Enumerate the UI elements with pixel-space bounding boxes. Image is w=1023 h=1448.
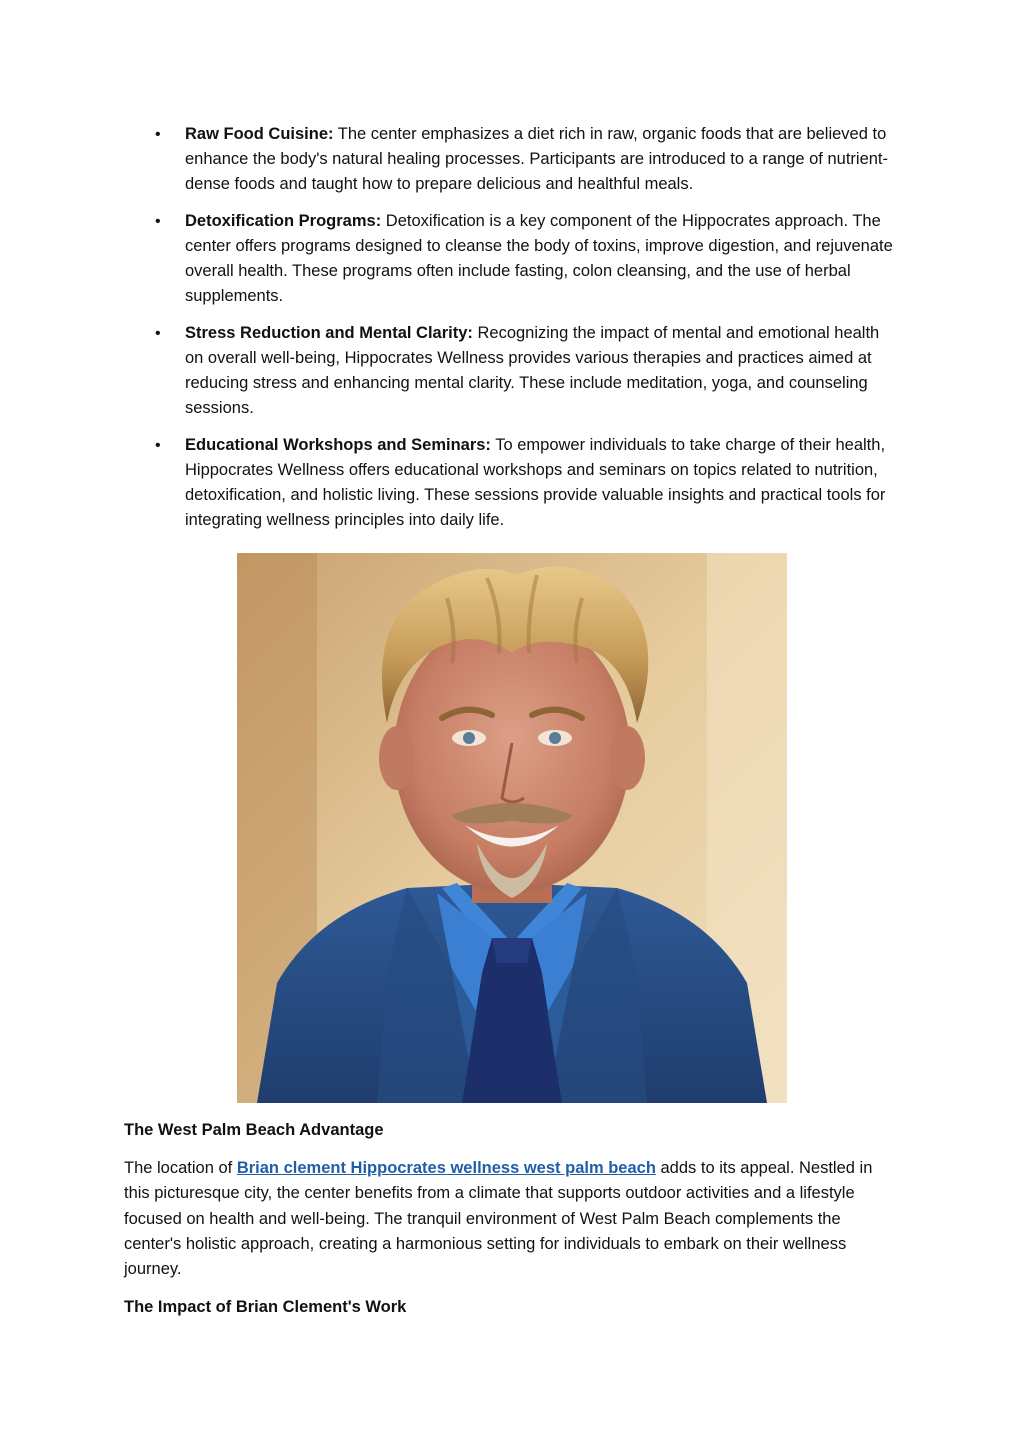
west-palm-beach-paragraph <box>124 1156 902 1282</box>
bullet-educational-workshops <box>152 433 900 533</box>
bullet-point-icon: • <box>155 126 161 143</box>
portrait-photo <box>237 553 787 1103</box>
bullet-title: Raw Food Cuisine: <box>185 125 334 143</box>
bullet-text: Detoxification is a key component of the Hippocrates approach. The center offers programs designed to cleanse the body of toxins, improve digestion, and rejuvenate overall health. These programs often include fasting, colon cleansing, and the use of herbal supplements. <box>185 212 893 305</box>
right-ear <box>609 726 645 790</box>
heading-impact-of-work: The Impact of Brian Clement's Work <box>124 1298 407 1316</box>
heading-west-palm-beach-advantage: The West Palm Beach Advantage <box>124 1121 384 1139</box>
bullet-title: Educational Workshops and Seminars: <box>185 436 491 454</box>
bullet-title: Detoxification Programs: <box>185 212 382 230</box>
bullet-title: Stress Reduction and Mental Clarity: <box>185 324 473 342</box>
left-ear <box>379 726 415 790</box>
left-iris <box>463 732 475 744</box>
bullet-raw-food <box>152 122 900 197</box>
bullet-text: To empower individuals to take charge of their health, Hippocrates Wellness offers educational workshops and seminars on topics related to nutrition, detoxification, and holistic living. These sessions provide valuable insights and practical tools for integrating wellness principles into daily life. <box>185 436 886 529</box>
right-iris <box>549 732 561 744</box>
face <box>394 613 630 893</box>
paragraph-text-after-link: adds to its appeal. Nestled in this picturesque city, the center benefits from a climate that supports outdoor activities and a lifestyle focused on health and well-being. The tranquil environment of West Palm Beach complements the center's holistic approach, creating a harmonious setting for individuals to embark on their wellness journey. <box>124 1159 873 1279</box>
bullet-point-icon: • <box>155 437 161 454</box>
necktie-knot <box>492 938 532 963</box>
bullet-point-icon: • <box>155 213 161 230</box>
bullet-text: Recognizing the impact of mental and emotional health on overall well-being, Hippocrates Wellness provides various therapies and practices aimed at reducing stress and enhancing mental clarity. These include meditation, yoga, and counseling sessions. <box>185 324 880 417</box>
bullet-detoxification <box>152 209 900 309</box>
paragraph-text-before-link: The location of <box>124 1159 237 1177</box>
bullet-text: The center emphasizes a diet rich in raw, organic foods that are believed to enhance the body's natural healing processes. Participants are introduced to a range of nutrient-dense foods and taught how to prepare delicious and healthful meals. <box>185 125 889 193</box>
feature-bullet-list <box>152 122 900 545</box>
bullet-point-icon: • <box>155 325 161 342</box>
portrait-illustration <box>237 553 787 1103</box>
hippocrates-wellness-link[interactable]: Brian clement Hippocrates wellness west palm beach <box>236 1159 656 1177</box>
bullet-stress-reduction <box>152 321 900 421</box>
